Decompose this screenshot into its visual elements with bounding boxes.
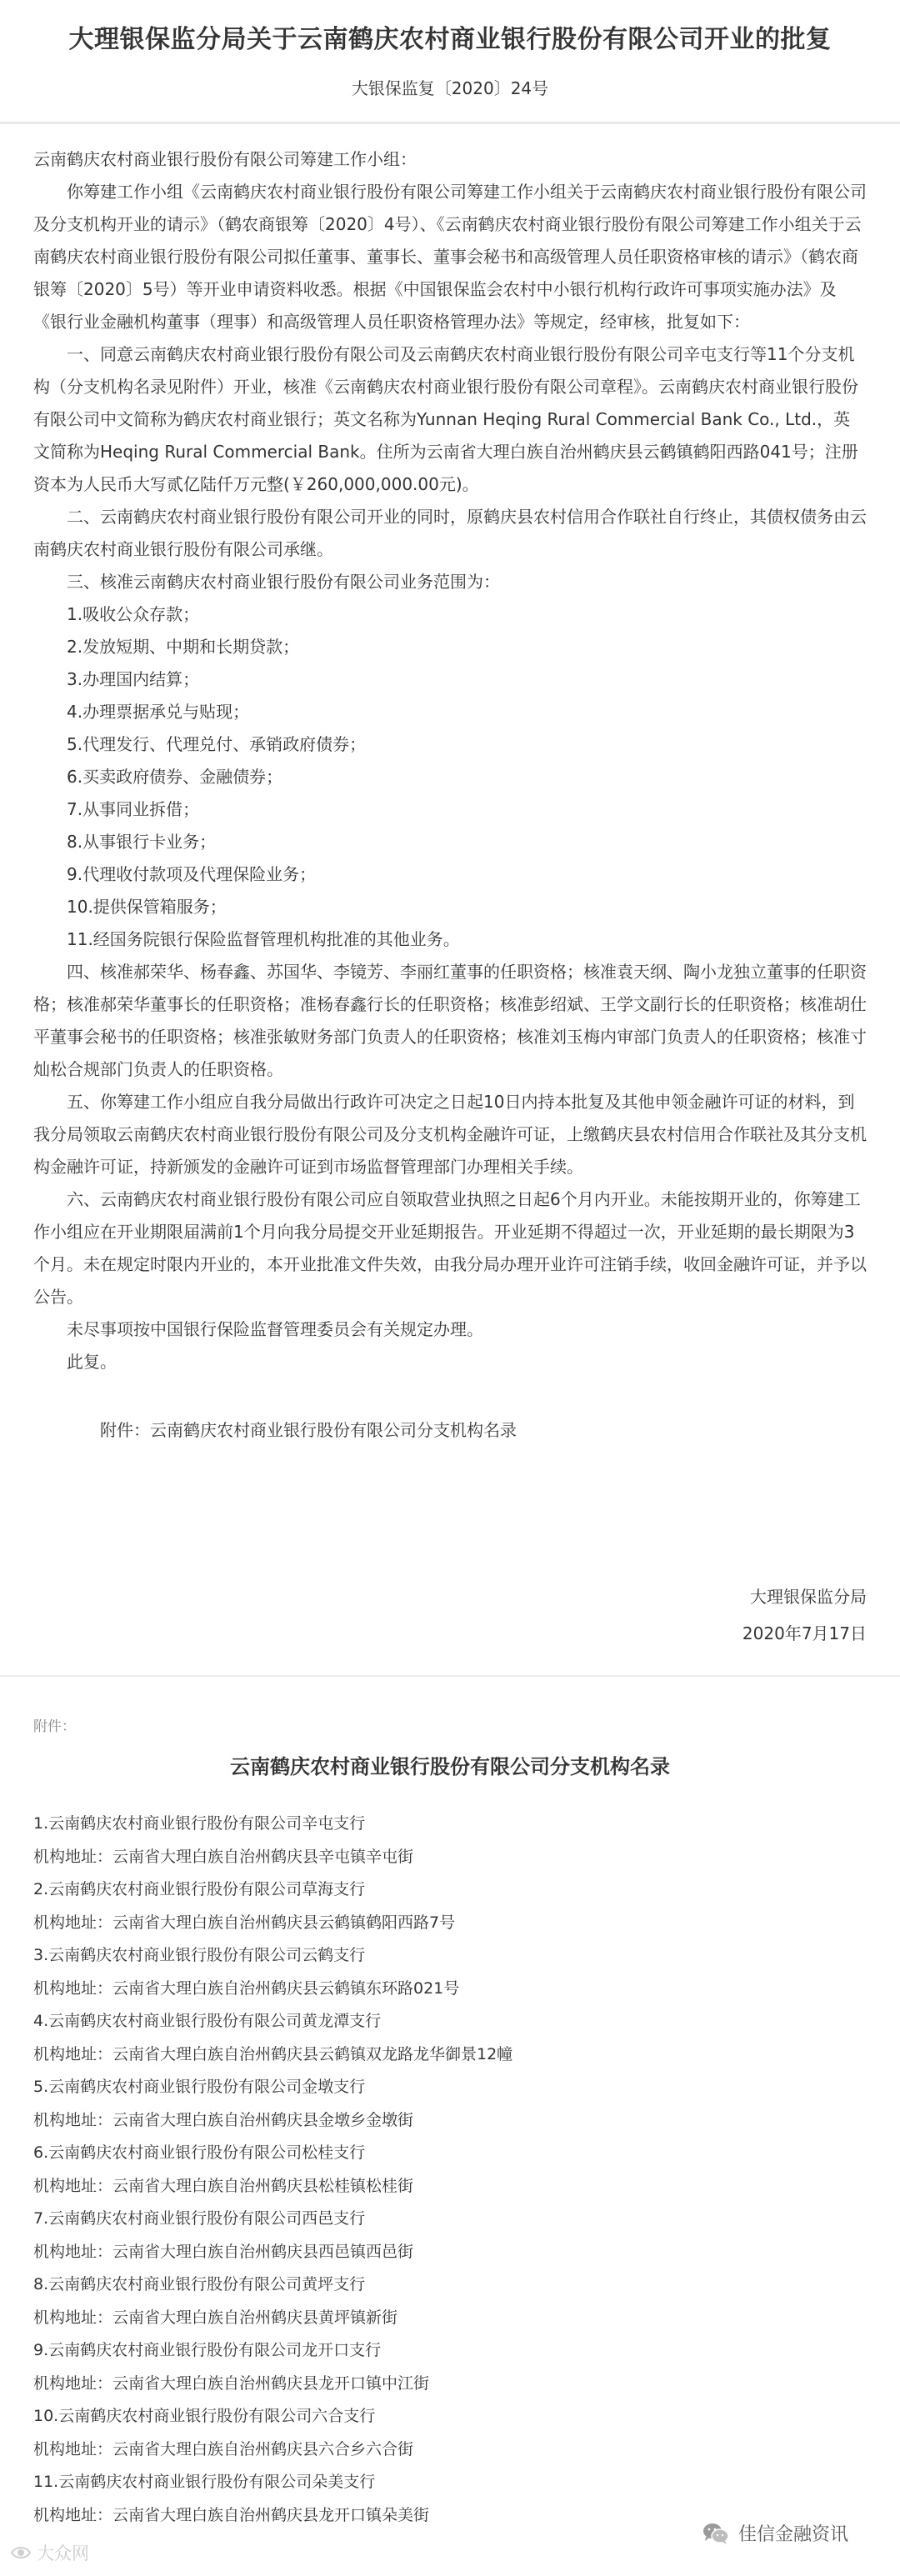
source-watermark	[10, 2540, 89, 2565]
body-paragraph: 4.办理票据承兑与贴现；	[67, 702, 250, 722]
body-paragraph: 3.办理国内结算；	[67, 669, 200, 689]
branch-address: 机构地址：云南省大理白族自治州鹤庆县龙开口镇中江街	[33, 2373, 430, 2393]
branch-name: 2.云南鹤庆农村商业银行股份有限公司草海支行	[33, 1880, 366, 1898]
wechat-account-name: 佳信金融资讯	[738, 2524, 849, 2545]
body-paragraph: 五、你筹建工作小组应自我分局做出行政许可决定之日起10日内持本批复及其他申领金融许可证的材料，到我分局领取云南鹤庆农村商业银行股份有限公司及分支机构金融许可证，上缴鹤庆县农村信用合作联社及其分支机构金融许可证，持新颁发的金融许可证到市场监督管理部门办理相关手续。	[33, 1092, 867, 1177]
body-paragraph: 2.发放短期、中期和长期贷款；	[67, 637, 300, 657]
branch-name: 7.云南鹤庆农村商业银行股份有限公司西邑支行	[33, 2209, 366, 2228]
header-divider	[0, 122, 900, 124]
branch-address: 机构地址：云南省大理白族自治州鹤庆县西邑镇西邑街	[33, 2242, 414, 2261]
body-paragraph: 六、云南鹤庆农村商业银行股份有限公司应自领取营业执照之日起6个月内开业。未能按期开业的，你筹建工作小组应在开业期限届满前1个月向我分局提交开业延期报告。开业延期不得超过一次，开业延期的最长期限为3个月。未在规定时限内开业的，本开业批准文件失效，由我分局办理开业许可注销手续，收回金融许可证，并予以公告。	[33, 1189, 867, 1307]
branch-name: 1.云南鹤庆农村商业银行股份有限公司辛屯支行	[33, 1814, 366, 1833]
wechat-account-watermark	[702, 2520, 848, 2546]
body-paragraph: 未尽事项按中国银行保险监督管理委员会有关规定办理。	[67, 1319, 483, 1339]
body-paragraph: 8.从事银行卡业务；	[67, 832, 217, 852]
branch-address: 机构地址：云南省大理白族自治州鹤庆县龙开口镇朵美街	[33, 2505, 430, 2524]
document-body	[33, 143, 867, 1378]
branch-address: 机构地址：云南省大理白族自治州鹤庆县六合乡六合街	[33, 2439, 414, 2458]
branch-address: 机构地址：云南省大理白族自治州鹤庆县金墩乡金墩街	[33, 2110, 414, 2129]
attachment-line: 附件：云南鹤庆农村商业银行股份有限公司分支机构名录	[100, 1420, 517, 1440]
body-paragraph: 二、云南鹤庆农村商业银行股份有限公司开业的同时，原鹤庆县农村信用合作联社自行终止，其债权债务由云南鹤庆农村商业银行股份有限公司承继。	[33, 507, 867, 559]
branch-address: 机构地址：云南省大理白族自治州鹤庆县云鹤镇双龙路龙华御景12幢	[33, 2044, 513, 2063]
signature-org: 大理银保监分局	[750, 1587, 867, 1607]
body-paragraph: 一、同意云南鹤庆农村商业银行股份有限公司及云南鹤庆农村商业银行股份有限公司辛屯支行等11个分支机构（分支机构名录见附件）开业，核准《云南鹤庆农村商业银行股份有限公司章程》。云南鹤庆农村商业银行股份有限公司中文简称为鹤庆农村商业银行；英文名称为Yunnan Heqing Rural Commercial Bank Co., Ltd.，英文简称为Heqing Rural Commercial Bank。住所为云南省大理白族自治州鹤庆县云鹤镇鹤阳西路041号；注册资本为人民币大写贰亿陆仟万元整(￥260,000,000.00元)。	[33, 344, 858, 494]
document-title: 大理银保监分局关于云南鹤庆农村商业银行股份有限公司开业的批复	[68, 25, 832, 54]
annex-label: 附件：	[33, 1718, 76, 1735]
branch-name: 11.云南鹤庆农村商业银行股份有限公司朵美支行	[33, 2473, 376, 2491]
body-paragraph: 5.代理发行、代理兑付、承销政府债券；	[67, 734, 367, 754]
branch-name: 10.云南鹤庆农村商业银行股份有限公司六合支行	[33, 2407, 376, 2425]
body-paragraph: 三、核准云南鹤庆农村商业银行股份有限公司业务范围为：	[67, 572, 500, 592]
branch-name: 3.云南鹤庆农村商业银行股份有限公司云鹤支行	[33, 1946, 366, 1964]
branch-name: 4.云南鹤庆农村商业银行股份有限公司黄龙潭支行	[33, 2012, 382, 2030]
branch-address: 机构地址：云南省大理白族自治州鹤庆县辛屯镇辛屯街	[33, 1847, 414, 1866]
branch-name: 5.云南鹤庆农村商业银行股份有限公司金墩支行	[33, 2078, 366, 2096]
branch-list	[33, 1808, 867, 2532]
document-number: 大银保监复〔2020〕24号	[351, 78, 549, 98]
eye-logo-icon	[10, 2543, 32, 2562]
branch-address: 机构地址：云南省大理白族自治州鹤庆县云鹤镇东环路021号	[33, 1978, 460, 1998]
branch-name: 6.云南鹤庆农村商业银行股份有限公司松桂支行	[33, 2143, 366, 2162]
body-paragraph: 6.买卖政府债券、金融债券；	[67, 767, 283, 787]
body-paragraph: 1.吸收公众存款；	[67, 604, 200, 624]
body-paragraph: 9.代理收付款项及代理保险业务；	[67, 864, 317, 884]
branch-name: 8.云南鹤庆农村商业银行股份有限公司黄坪支行	[33, 2275, 366, 2293]
source-watermark-text: 大众网	[37, 2543, 89, 2563]
body-paragraph: 你筹建工作小组《云南鹤庆农村商业银行股份有限公司筹建工作小组关于云南鹤庆农村商业银行股份有限公司及分支机构开业的请示》（鹤农商银筹〔2020〕4号）、《云南鹤庆农村商业银行股份有限公司筹建工作小组关于云南鹤庆农村商业银行股份有限公司拟任董事、董事长、董事会秘书和高级管理人员任职资格审核的请示》（鹤农商银筹〔2020〕5号）等开业申请资料收悉。根据《中国银保监会农村中小银行机构行政许可事项实施办法》及《银行业金融机构董事（理事）和高级管理人员任职资格管理办法》等规定，经审核，批复如下：	[33, 182, 867, 332]
wechat-icon	[702, 2521, 730, 2546]
annex-separator	[0, 1675, 900, 1677]
body-paragraph: 7.从事同业拆借；	[67, 799, 200, 819]
branch-address: 机构地址：云南省大理白族自治州鹤庆县黄坪镇新街	[33, 2308, 398, 2327]
branch-address: 机构地址：云南省大理白族自治州鹤庆县松桂镇松桂街	[33, 2176, 414, 2195]
signature-date: 2020年7月17日	[742, 1623, 867, 1643]
branch-name: 9.云南鹤庆农村商业银行股份有限公司龙开口支行	[33, 2341, 382, 2359]
body-paragraph: 云南鹤庆农村商业银行股份有限公司筹建工作小组：	[33, 149, 417, 169]
body-paragraph: 11.经国务院银行保险监督管理机构批准的其他业务。	[67, 929, 460, 949]
body-paragraph: 10.提供保管箱服务；	[67, 897, 227, 917]
branch-address: 机构地址：云南省大理白族自治州鹤庆县云鹤镇鹤阳西路7号	[33, 1913, 456, 1932]
body-paragraph: 此复。	[67, 1352, 117, 1372]
annex-title: 云南鹤庆农村商业银行股份有限公司分支机构名录	[230, 1755, 670, 1778]
body-paragraph: 四、核准郝荣华、杨春鑫、苏国华、李镜芳、李丽红董事的任职资格；核准袁天纲、陶小龙独立董事的任职资格；核准郝荣华董事长的任职资格；准杨春鑫行长的任职资格；核准彭绍斌、王学文副行长的任职资格；核准胡仕平董事会秘书的任职资格；核准张敏财务部门负责人的任职资格；核准刘玉梅内审部门负责人的任职资格；核准寸灿松合规部门负责人的任职资格。	[33, 962, 867, 1079]
